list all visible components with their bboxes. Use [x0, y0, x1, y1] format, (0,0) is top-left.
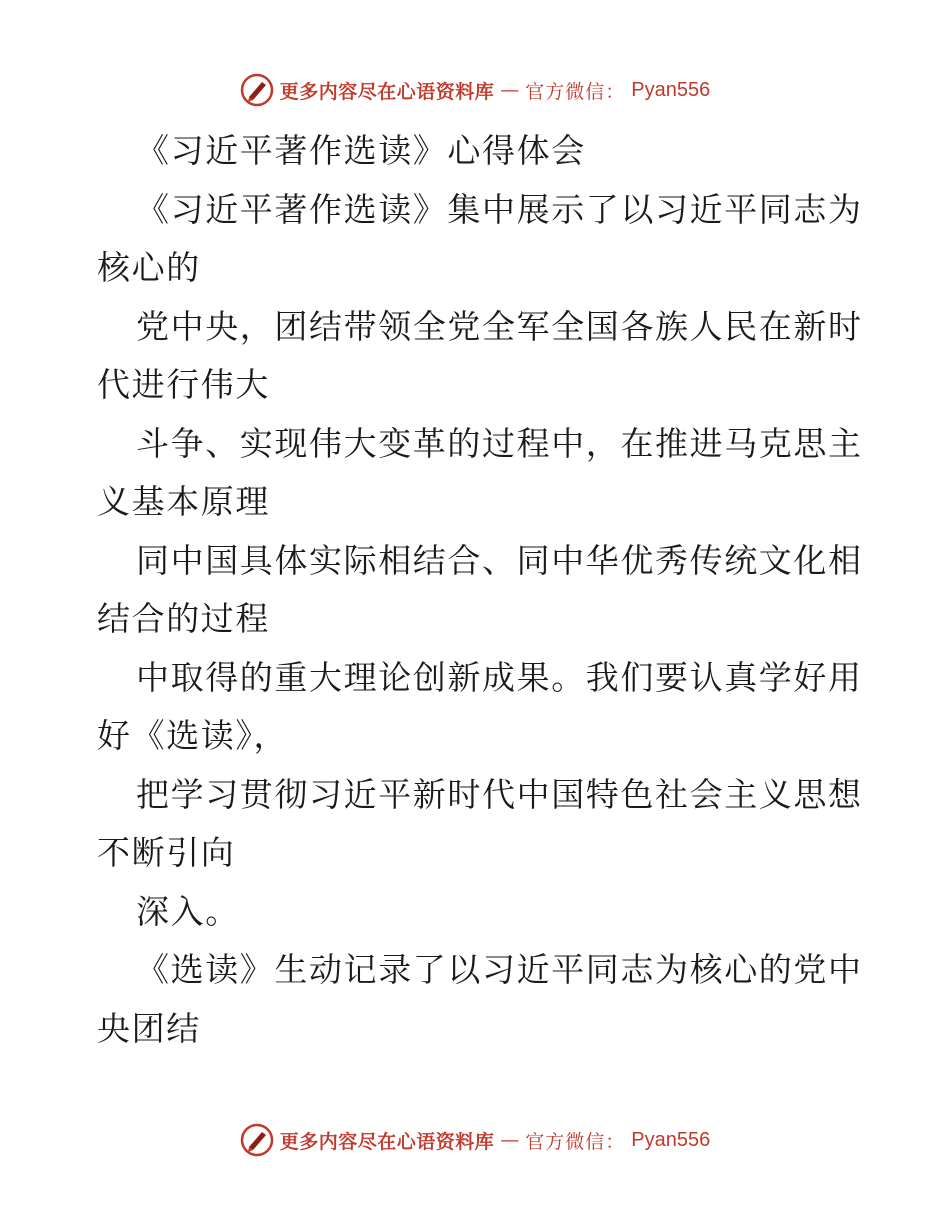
body-text-line: 结合的过程 — [97, 599, 270, 638]
body-text-line: 义基本原理 — [97, 482, 270, 521]
body-text-line: 同中国具体实际相结合、同中华优秀传统文化相 — [136, 540, 863, 580]
body-text-line: 党中央，团结带领全党全军全国各族人民在新时 — [136, 306, 863, 346]
body-text-line: 把学习贯彻习近平新时代中国特色社会主义思想 — [136, 774, 863, 814]
footer-dash: — — [500, 1129, 520, 1151]
page-footer — [0, 1120, 950, 1160]
body-text-line: 《选读》生动记录了以习近平同志为核心的党中 — [136, 950, 863, 989]
header-official-label: 官方微信： — [525, 80, 626, 103]
body-text-line: 《习近平著作选读》集中展示了以习近平同志为 — [136, 189, 863, 229]
footer-wechat-id: Pyan556 — [631, 1128, 711, 1151]
body-text-line: 不断引向 — [97, 833, 236, 872]
body-text-line: 好《选读》， — [97, 716, 289, 755]
body-text-line: 中取得的重大理论创新成果。我们要认真学好用 — [136, 657, 863, 697]
footer-official-label: 官方微信： — [525, 1130, 626, 1153]
body-text-line: 深入。 — [136, 891, 240, 931]
page-header — [0, 70, 950, 110]
body-text-line: 核心的 — [97, 248, 201, 287]
pen-logo-icon — [240, 73, 274, 107]
header-brand-text: 更多内容尽在心语资料库 — [279, 80, 495, 103]
header-dash: — — [500, 79, 520, 101]
document-body — [97, 122, 863, 1058]
body-text-line: 央团结 — [97, 1008, 201, 1048]
body-text-line: 《习近平著作选读》心得体会 — [136, 131, 586, 170]
pen-logo-icon — [240, 1123, 274, 1157]
body-text-line: 代进行伟大 — [97, 365, 270, 404]
body-text-line: 斗争、实现伟大变革的过程中，在推进马克思主 — [136, 423, 863, 463]
footer-brand-text: 更多内容尽在心语资料库 — [279, 1130, 495, 1153]
header-wechat-id: Pyan556 — [631, 78, 711, 101]
